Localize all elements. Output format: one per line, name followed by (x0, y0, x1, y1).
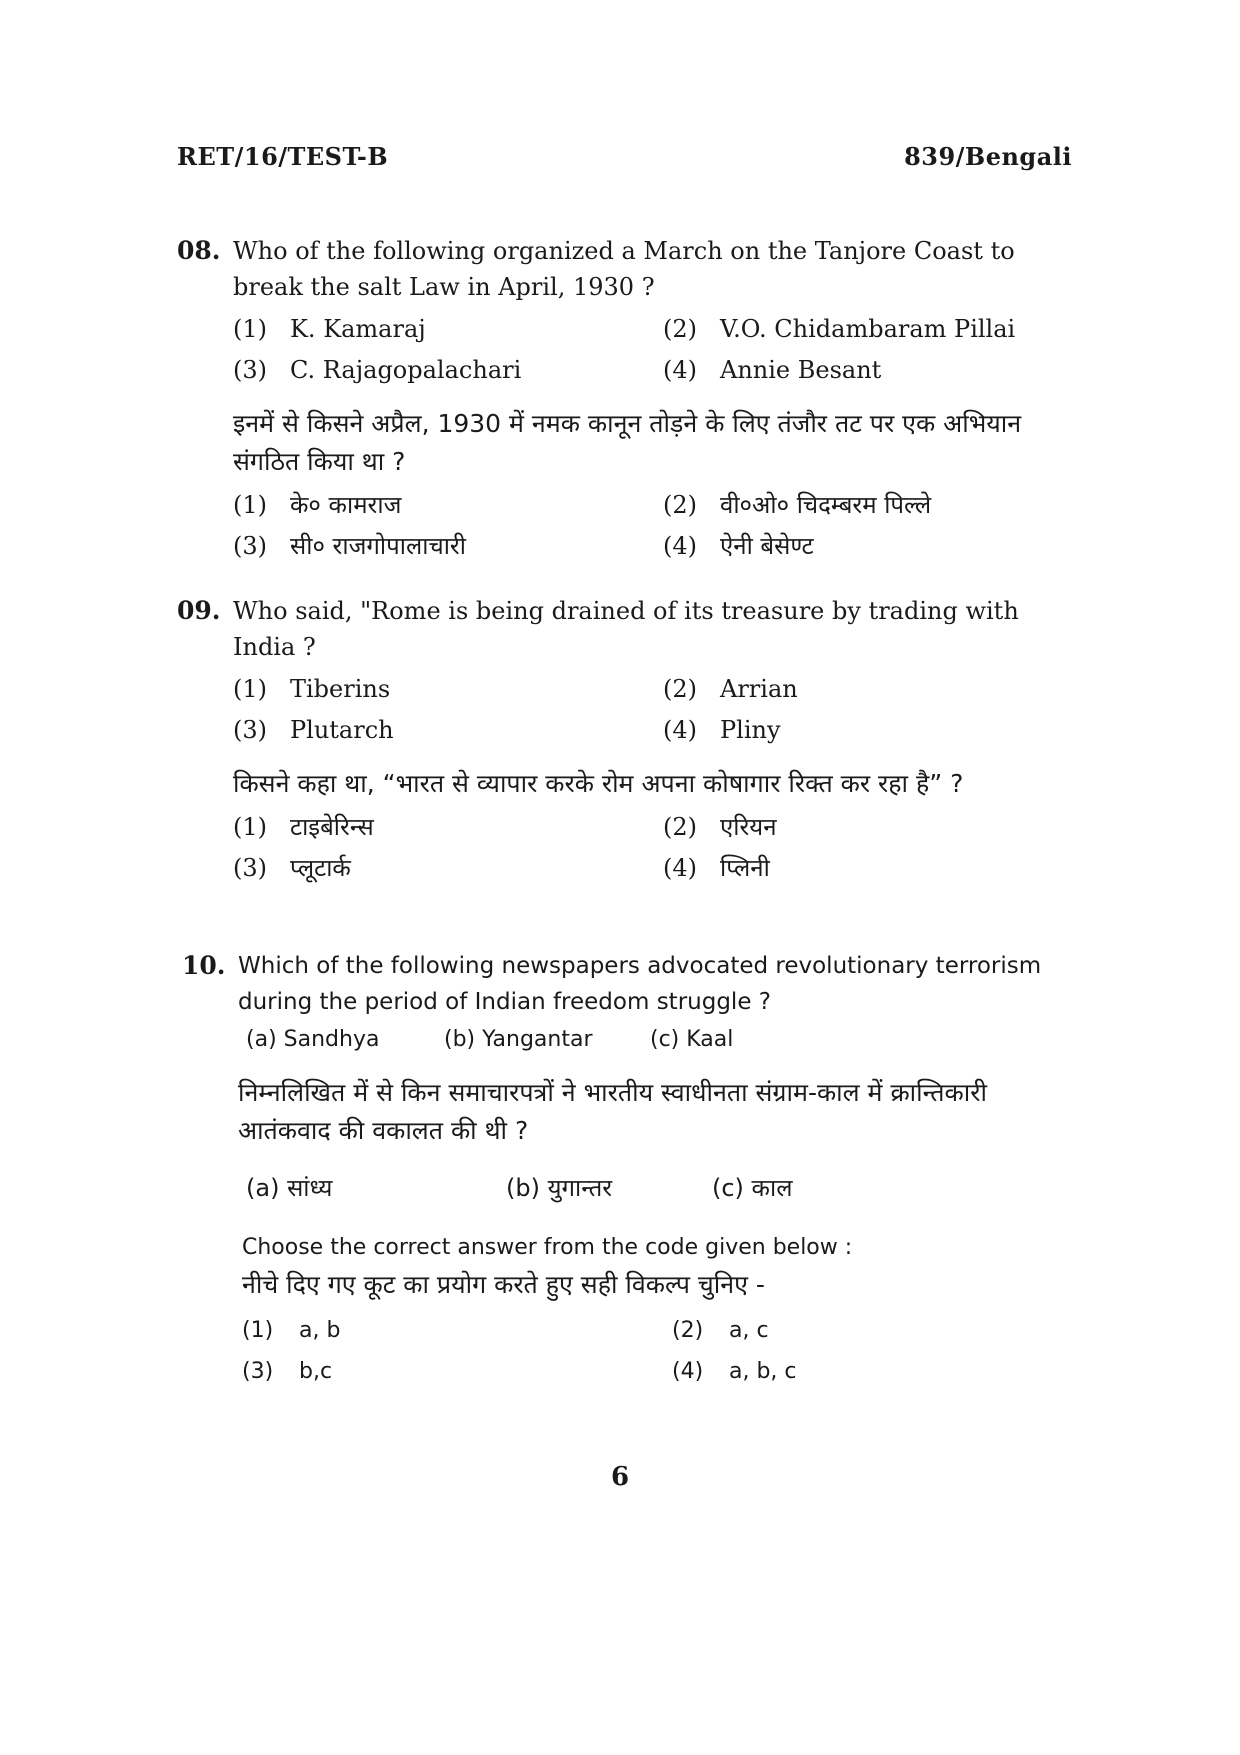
item-a: (a) Sandhya (246, 1027, 380, 1052)
hindi-option-1: (1) टाइबेरिन्स (233, 813, 374, 841)
option-3: (3) Plutarch (233, 716, 394, 744)
option-4: (4) Annie Besant (663, 356, 882, 384)
question-text-hindi: किसने कहा था, “भारत से व्यापार करके रोम अपना कोषागार रिक्त कर रहा है” ? (233, 769, 964, 798)
items-hindi (246, 1168, 1087, 1208)
question-text-hindi: इनमें से किसने अप्रैल, 1930 में नमक कानून तोड़ने के लिए तंजौर तट पर एक अभियान संगठित किया था ? (233, 409, 1022, 476)
paper-code: RET/16/TEST-B (177, 142, 389, 171)
option-1: (1) K. Kamaraj (233, 315, 426, 343)
question-10 (182, 948, 1087, 1392)
options-english (233, 309, 1082, 391)
question-text: Who of the following organized a March on the Tanjore Coast to break the salt Law in April, 1930 ? (233, 237, 1015, 301)
item-b: (b) Yangantar (444, 1027, 593, 1052)
option-1: (1) Tiberins (233, 675, 391, 703)
item-c: (c) Kaal (650, 1027, 734, 1052)
options-hindi (233, 485, 1082, 567)
code-option-3: (3) b,c (242, 1359, 333, 1384)
hindi-option-3: (3) सी० राजगोपालाचारी (233, 532, 466, 560)
code-option-4: (4) a, b, c (672, 1359, 797, 1384)
hindi-item-a: (a) सांध्य (246, 1174, 333, 1202)
hindi-option-3: (3) प्लूटार्क (233, 854, 351, 882)
question-text: Which of the following newspapers advocated revolutionary terrorism during the period of Indian freedom struggle ? (238, 953, 1042, 1015)
option-2: (2) V.O. Chidambaram Pillai (663, 315, 1016, 343)
question-number: 10. (182, 951, 226, 980)
hindi-option-4: (4) ऐनी बेसेण्ट (663, 532, 814, 560)
code-options (242, 1310, 1087, 1392)
question-08 (177, 233, 1082, 567)
hindi-option-1: (1) के० कामराज (233, 491, 402, 519)
hindi-option-2: (2) एरियन (663, 813, 777, 841)
option-2: (2) Arrian (663, 675, 798, 703)
code-instruction-hindi: नीचे दिए गए कूट का प्रयोग करते हुए सही विकल्प चुनिए - (242, 1270, 765, 1299)
page-number: 6 (610, 1462, 630, 1492)
option-4: (4) Pliny (663, 716, 781, 744)
question-number: 09. (177, 596, 221, 625)
options-hindi (233, 807, 1082, 889)
paper-subject-code: 839/Bengali (904, 142, 1072, 171)
code-instruction: Choose the correct answer from the code given below : (242, 1235, 853, 1260)
hindi-item-c: (c) काल (712, 1174, 793, 1202)
code-option-2: (2) a, c (672, 1318, 769, 1343)
option-3: (3) C. Rajagopalachari (233, 356, 522, 384)
code-option-1: (1) a, b (242, 1318, 341, 1343)
question-text: Who said, "Rome is being drained of its treasure by trading with India ? (233, 597, 1019, 661)
options-english (233, 669, 1082, 751)
hindi-option-2: (2) वी०ओ० चिदम्बरम पिल्ले (663, 491, 932, 519)
items-english (246, 1020, 1087, 1060)
question-09 (177, 593, 1082, 889)
hindi-option-4: (4) प्लिनी (663, 854, 770, 882)
question-number: 08. (177, 236, 221, 265)
hindi-item-b: (b) युगान्तर (506, 1174, 613, 1202)
question-text-hindi: निम्नलिखित में से किन समाचारपत्रों ने भारतीय स्वाधीनता संग्राम-काल में क्रान्तिकारी आतंकवाद की वकालत की थी ? (238, 1078, 987, 1145)
